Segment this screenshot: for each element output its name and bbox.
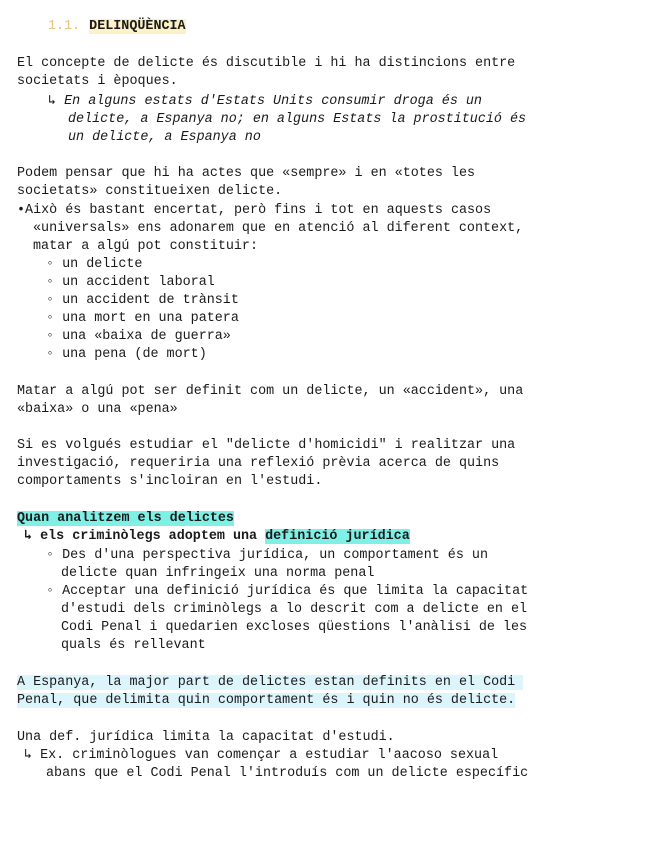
para2-line: Podem pensar que hi ha actes que «sempre» i en «totes les	[17, 166, 476, 181]
circle-bullet-icon: ◦	[46, 548, 55, 563]
list-item-text: una pena (de mort)	[62, 347, 207, 362]
section2-sub-highlight: definició jurídica	[265, 529, 410, 544]
list-item	[46, 310, 239, 328]
circle-bullet-icon: ◦	[46, 293, 55, 308]
para2-bullet-text: Això és bastant encertat, però fins i tot en aquests casos	[25, 203, 492, 218]
para1-sub-line	[48, 93, 482, 111]
list-item	[46, 256, 142, 274]
list-item	[46, 346, 207, 364]
para1-sub-line: un delicte, a Espanya no	[68, 130, 261, 145]
section2-bullet-line: Codi Penal i quedarien excloses qüestions l'anàlisi de les	[61, 620, 528, 635]
section2-bullet-line: d'estudi dels criminòlegs a lo descrit com a delicte en el	[61, 602, 528, 617]
para6-line: Una def. jurídica limita la capacitat d'estudi.	[17, 730, 395, 745]
section2-bullet	[46, 583, 528, 601]
list-item-text: un accident laboral	[62, 275, 215, 290]
para2-line: societats» constitueixen delicte.	[17, 184, 283, 199]
para2-bullet-line: matar a algú pot constituir:	[33, 239, 258, 254]
para6-sub	[24, 747, 498, 765]
para6-sub-line: abans que el Codi Penal l'introduís com un delicte específic	[46, 766, 529, 781]
list-item	[46, 292, 239, 310]
para2-bullet-line: «universals» ens adonarem que en atenció al diferent context,	[33, 221, 524, 236]
list-item	[46, 274, 215, 292]
para5-text: A Espanya, la major part de delictes estan definits en el Codi	[17, 675, 524, 690]
section2-title	[17, 510, 234, 528]
para1-sub-line: delicte, a Espanya no; en alguns Estats la prostitució és	[68, 112, 527, 127]
para5-text: Penal, que delimita quin comportament és i quin no és delicte.	[17, 693, 516, 708]
circle-bullet-icon: ◦	[46, 584, 55, 599]
section-heading	[48, 18, 186, 36]
list-item-text: una «baixa de guerra»	[62, 329, 231, 344]
para4-line: investigació, requeriria una reflexió prèvia acerca de quins	[17, 456, 500, 471]
heading-number: 1.1.	[48, 19, 81, 34]
arrow-icon: ↳	[24, 748, 33, 763]
circle-bullet-icon: ◦	[46, 347, 55, 362]
list-item-text: un delicte	[62, 257, 143, 272]
circle-bullet-icon: ◦	[46, 311, 55, 326]
heading-title: DELINQÜÈNCIA	[89, 19, 186, 34]
circle-bullet-icon: ◦	[46, 275, 55, 290]
section2-sub-text: els criminòlegs adoptem una	[40, 529, 266, 544]
para4-line: comportaments s'incloiran en l'estudi.	[17, 474, 323, 489]
para3-line: Matar a algú pot ser definit com un delicte, un «accident», una	[17, 384, 524, 399]
para5-line	[17, 692, 515, 710]
section2-bullet-text: Acceptar una definició jurídica és que limita la capacitat	[62, 584, 529, 599]
para1-line: El concepte de delicte és discutible i hi ha distincions entre	[17, 56, 516, 71]
para3-line: «baixa» o una «pena»	[17, 402, 178, 417]
para6-sub-text: Ex. criminòlogues van començar a estudiar l'aacoso sexual	[40, 748, 499, 763]
para1-line: societats i èpoques.	[17, 74, 178, 89]
para1-sub-text: En alguns estats d'Estats Units consumir droga és un	[64, 94, 482, 109]
section2-bullet-text: Des d'una perspectiva jurídica, un comportament és un	[62, 548, 488, 563]
list-item	[46, 328, 231, 346]
para4-line: Si es volgués estudiar el "delicte d'homicidi" i realitzar una	[17, 438, 516, 453]
section2-bullet-line: quals és rellevant	[61, 638, 206, 653]
circle-bullet-icon: ◦	[46, 329, 55, 344]
section2-bullet-line: delicte quan infringeix una norma penal	[61, 566, 375, 581]
section2-sub	[24, 528, 410, 546]
para2-bullet-line	[17, 202, 491, 220]
bullet-icon: •	[17, 203, 26, 218]
section2-bullet	[46, 547, 488, 565]
arrow-icon: ↳	[48, 94, 57, 109]
arrow-icon: ↳	[24, 529, 33, 544]
circle-bullet-icon: ◦	[46, 257, 55, 272]
list-item-text: una mort en una patera	[62, 311, 239, 326]
section2-title-text: Quan analitzem els delictes	[17, 511, 234, 526]
para5-line	[17, 674, 523, 692]
list-item-text: un accident de trànsit	[62, 293, 239, 308]
